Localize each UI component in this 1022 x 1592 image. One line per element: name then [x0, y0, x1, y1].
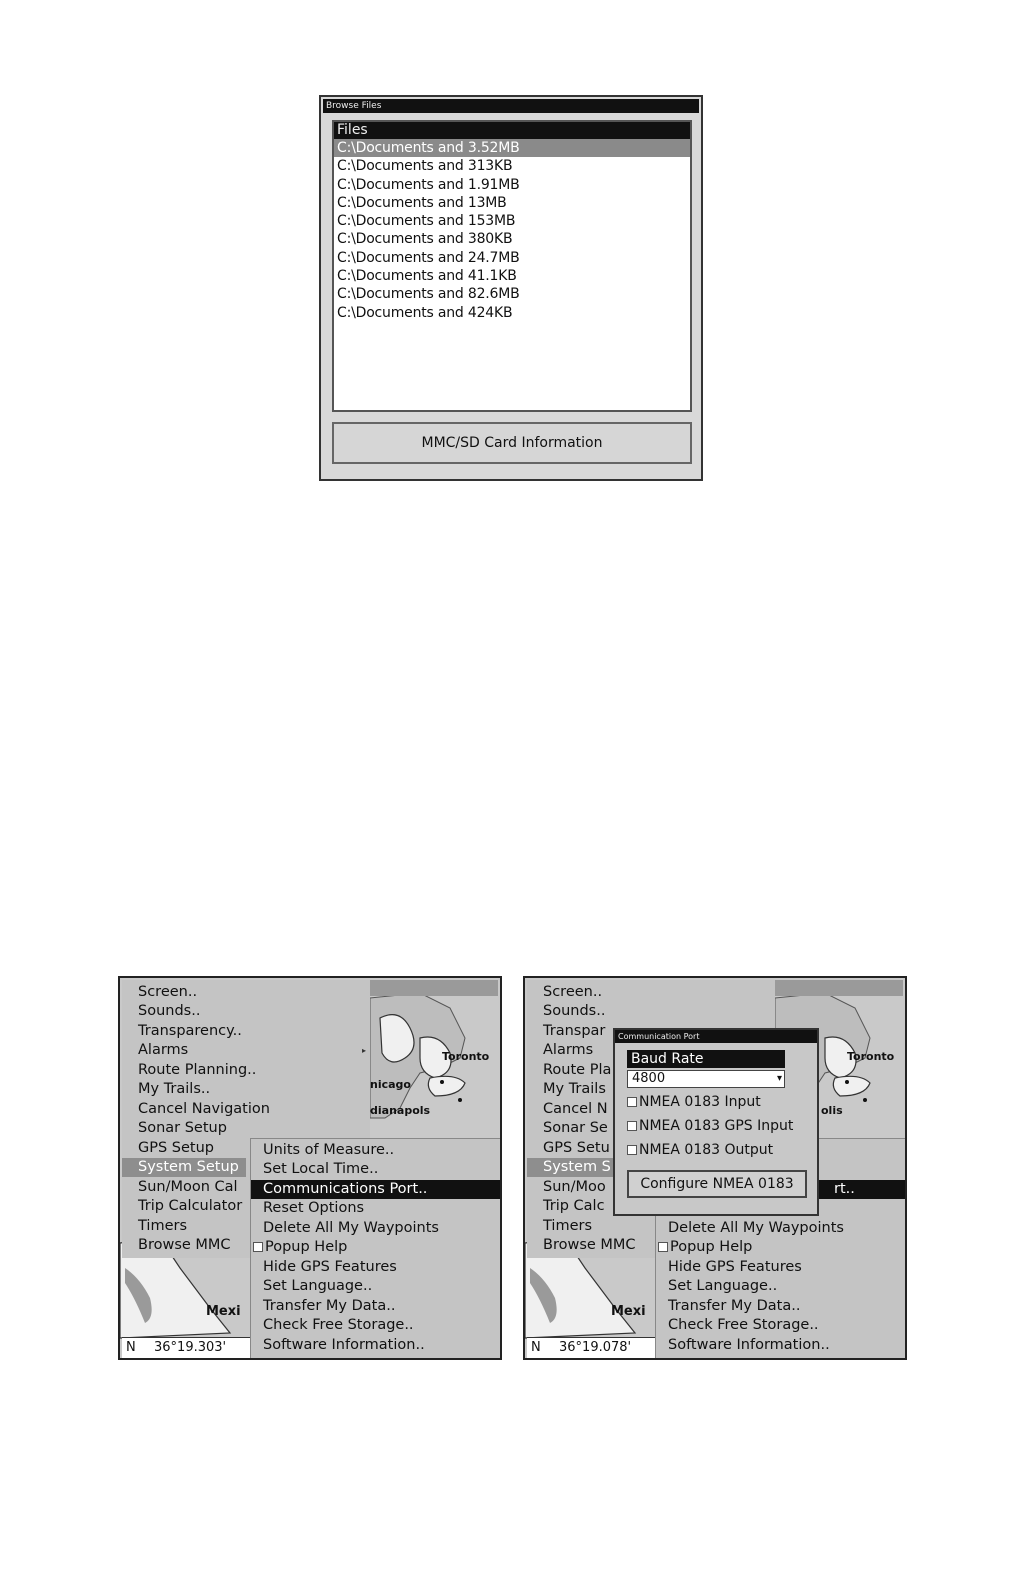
submenu-item-communications-port[interactable]: Communications Port..	[251, 1180, 501, 1199]
menu-item-browse-mmc[interactable]: Browse MMC	[543, 1237, 636, 1253]
title-bar	[775, 980, 903, 996]
position-status-bar	[527, 1337, 655, 1358]
nmea-output-option[interactable]: NMEA 0183 Output	[627, 1140, 773, 1160]
status-latitude: 36°19.078'	[559, 1340, 632, 1355]
submenu-item-units-of-measure[interactable]: Units of Measure..	[263, 1142, 395, 1158]
position-status-bar	[122, 1337, 250, 1358]
browse-files-dialog	[319, 95, 703, 481]
menu-item-system-setup[interactable]: System S	[527, 1158, 651, 1177]
file-item[interactable]: C:\Documents and 41.1KB	[337, 268, 517, 285]
file-item[interactable]: C:\Documents and 24.7MB	[337, 249, 520, 266]
nmea-input-option[interactable]: NMEA 0183 Input	[627, 1092, 761, 1112]
submenu-item-popup-help[interactable]: Popup Help	[253, 1238, 347, 1257]
submenu-item-transfer-my-data[interactable]: Transfer My Data..	[668, 1298, 801, 1314]
file-item[interactable]: C:\Documents and 313KB	[337, 158, 513, 175]
submenu-item-transfer-my-data[interactable]: Transfer My Data..	[263, 1298, 396, 1314]
checkbox-icon[interactable]	[627, 1121, 637, 1131]
file-list[interactable]	[332, 120, 692, 412]
file-item[interactable]: C:\Documents and 3.52MB	[334, 139, 690, 157]
status-latitude: 36°19.303'	[154, 1340, 227, 1355]
dialog-title: Browse Files	[323, 99, 699, 113]
communication-port-dialog	[613, 1028, 819, 1216]
file-item[interactable]: C:\Documents and 380KB	[337, 231, 513, 248]
map-label-toronto: Toronto	[442, 1050, 490, 1063]
file-item[interactable]: C:\Documents and 1.91MB	[337, 176, 520, 193]
menu-item-transparency[interactable]: Transparency..	[138, 1023, 242, 1039]
file-item[interactable]: C:\Documents and 82.6MB	[337, 286, 520, 303]
baud-rate-header: Baud Rate	[627, 1050, 785, 1068]
menu-item-sonar-setup[interactable]: Sonar Se	[543, 1120, 608, 1136]
mmc-sd-card-information-button[interactable]: MMC/SD Card Information	[332, 422, 692, 464]
menu-item-alarms[interactable]: Alarms	[138, 1042, 189, 1058]
map-label-mexico: Mexi	[206, 1304, 241, 1319]
menu-item-timers[interactable]: Timers	[543, 1218, 593, 1234]
submenu-arrow-icon: ▸	[362, 1046, 367, 1055]
chevron-down-icon[interactable]: ▾	[776, 1073, 782, 1084]
submenu-item-set-language[interactable]: Set Language..	[263, 1278, 373, 1294]
menu-item-sounds[interactable]: Sounds..	[543, 1003, 606, 1019]
submenu-item-set-local-time[interactable]: Set Local Time..	[263, 1161, 379, 1177]
baud-rate-select[interactable]	[627, 1070, 785, 1088]
nmea-gps-input-option[interactable]: NMEA 0183 GPS Input	[627, 1116, 793, 1136]
baud-rate-value: 4800	[632, 1071, 666, 1086]
menu-item-sonar-setup[interactable]: Sonar Setup	[138, 1120, 227, 1136]
menu-item-alarms[interactable]: Alarms	[543, 1042, 594, 1058]
menu-item-screen[interactable]: Screen..	[138, 984, 198, 1000]
menu-item-my-trails[interactable]: My Trails	[543, 1081, 606, 1097]
submenu-item-software-information[interactable]: Software Information..	[263, 1337, 425, 1353]
file-item[interactable]: C:\Documents and 153MB	[337, 213, 516, 230]
menu-item-route-planning[interactable]: Route Pla	[543, 1062, 612, 1078]
menu-item-sounds[interactable]: Sounds..	[138, 1003, 201, 1019]
file-item[interactable]: C:\Documents and 13MB	[337, 194, 507, 211]
status-direction: N	[531, 1340, 541, 1355]
map-label-indianapolis: olis	[821, 1104, 843, 1117]
checkbox-icon[interactable]	[627, 1097, 637, 1107]
popup-help-checkbox-icon[interactable]	[253, 1242, 263, 1252]
submenu-item-delete-all-waypoints[interactable]: Delete All My Waypoints	[263, 1220, 439, 1236]
device-screen-right	[523, 976, 907, 1360]
menu-item-trip-calculator[interactable]: Trip Calc	[543, 1198, 605, 1214]
menu-item-screen[interactable]: Screen..	[543, 984, 603, 1000]
device-screen-left	[118, 976, 502, 1360]
submenu-item-hide-gps-features[interactable]: Hide GPS Features	[263, 1259, 397, 1275]
dialog-title: Communication Port	[615, 1030, 817, 1043]
menu-item-my-trails[interactable]: My Trails..	[138, 1081, 211, 1097]
menu-item-sun-moon-calc[interactable]: Sun/Moon Cal	[138, 1179, 238, 1195]
configure-nmea-button[interactable]: Configure NMEA 0183	[627, 1170, 807, 1198]
menu-item-route-planning[interactable]: Route Planning..	[138, 1062, 257, 1078]
system-setup-submenu	[250, 1138, 502, 1360]
status-direction: N	[126, 1340, 136, 1355]
submenu-item-check-free-storage[interactable]: Check Free Storage..	[263, 1317, 414, 1333]
submenu-item-reset-options[interactable]: Reset Options	[263, 1200, 365, 1216]
checkbox-icon[interactable]	[627, 1145, 637, 1155]
submenu-item-software-information[interactable]: Software Information..	[668, 1337, 830, 1353]
menu-item-trip-calculator[interactable]: Trip Calculator	[138, 1198, 243, 1214]
menu-item-cancel-navigation[interactable]: Cancel Navigation	[138, 1101, 270, 1117]
file-item[interactable]: C:\Documents and 424KB	[337, 304, 513, 321]
submenu-item-check-free-storage[interactable]: Check Free Storage..	[668, 1317, 819, 1333]
menu-item-transparency[interactable]: Transpar	[543, 1023, 606, 1039]
menu-item-gps-setup[interactable]: GPS Setu	[543, 1140, 610, 1156]
submenu-item-popup-help[interactable]: Popup Help	[658, 1238, 752, 1257]
submenu-item-communications-port[interactable]: rt..	[656, 1180, 906, 1199]
menu-item-system-setup[interactable]: System Setup	[122, 1158, 246, 1177]
file-list-header: Files	[334, 122, 690, 139]
map-label-indianapolis: dianapols	[370, 1104, 431, 1117]
menu-item-browse-mmc[interactable]: Browse MMC	[138, 1237, 231, 1253]
submenu-item-delete-all-waypoints[interactable]: Delete All My Waypoints	[668, 1220, 844, 1236]
title-bar	[370, 980, 498, 996]
submenu-item-set-language[interactable]: Set Language..	[668, 1278, 778, 1294]
menu-item-gps-setup[interactable]: GPS Setup	[138, 1140, 214, 1156]
popup-help-checkbox-icon[interactable]	[658, 1242, 668, 1252]
menu-item-timers[interactable]: Timers	[138, 1218, 188, 1234]
submenu-item-hide-gps-features[interactable]: Hide GPS Features	[668, 1259, 802, 1275]
menu-item-sun-moon-calc[interactable]: Sun/Moo	[543, 1179, 606, 1195]
map-label-chicago: nicago	[370, 1078, 411, 1091]
menu-item-cancel-navigation[interactable]: Cancel N	[543, 1101, 608, 1117]
map-label-mexico: Mexi	[611, 1304, 646, 1319]
map-label-toronto: Toronto	[847, 1050, 895, 1063]
